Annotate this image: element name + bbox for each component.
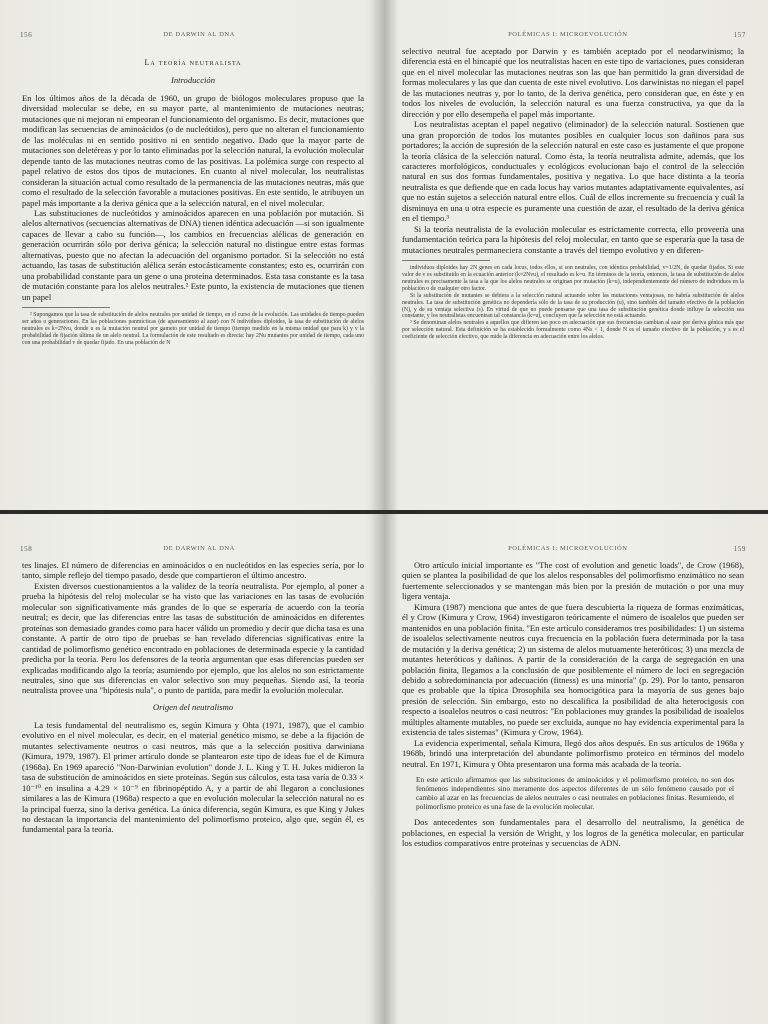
section-title: Origen del neutralismo bbox=[152, 701, 234, 712]
page-number: 158 bbox=[20, 545, 33, 553]
block-quote: En este artículo afirmamos que las substituciones de aminoácidos y el polimorfismo proteico, no son dos fenómenos independientes sino meramente dos aspectos diferentes de un sólo fenómeno causado por el cambio al azar en las frecuencias de alelos neutrales o casi neutrales en poblaciones finitas. Resumiendo, el polimorfismo proteico es una fase de la evolución molecular. bbox=[416, 775, 734, 812]
paragraph: Otro artículo inicial importante es "The cost of evolution and genetic loads", de Crow (1968), quien se plantea la posibilidad de que los alelos responsables del polimorfismo enzimático no sean fuertemente seleccionados y se mantengan más bien por la presión de mutación o por una muy ligera ventaja. bbox=[402, 560, 744, 602]
running-head-title: POLÉMICAS I: MICROEVOLUCIÓN bbox=[508, 31, 628, 38]
page-156 bbox=[0, 0, 384, 510]
running-header bbox=[20, 31, 366, 39]
paragraph: tes linajes. El número de diferencias en aminoácidos o en nucleótidos en las especies sería, por lo tanto, simple reflejo del tiempo pasado, desde que compartieron el último ancestro. bbox=[22, 560, 364, 581]
top-spread bbox=[0, 0, 768, 510]
paragraph: Existen diversos cuestionamientos a la validez de la teoría neutralista. Por ejemplo, al poner a prueba la hipótesis del reloj molecular se ha visto que las variaciones en las tasas de evolución molecular son significativamente más grandes de lo que se esperaría de acuerdo con la teoría neutral; es decir, que las diferencias entre las tasas de substitución de aminoácidos en diferentes proteínas son demasiado grandes como para hacer válido un promedio y decir que dicha tasa es una constante. A partir de otro tipo de pruebas se han revelado diferencias significativas entre la cantidad de polimorfismo genético encontrado en poblaciones de determinada especie y la cantidad predicha por la teoría. Pero los defensores de la teoría argumentan que esas diferencias pueden ser explicadas modificando algo la teoría; asumiendo por ejemplo, que los alelos no son estrictamente neutrales, sino que sus diferencias en valor selectivo son muy pequeñas. Siendo así, la teoría neutralista provee una "hipótesis nula", o punto de partida, para medir la evolución molecular. bbox=[22, 580, 364, 696]
paragraph: selectivo neutral fue aceptado por Darwin y es también aceptado por el neodarwinismo; la diferencia está en el hincapié que los neutralistas hacen en este tipo de variaciones, pues consideran que en el nivel molecular las mutaciones neutras son las que han permitido la gran diversidad de formas moleculares y las que dan cuenta de este nivel evolutivo. Los darwinistas no niegan el papel de las mutaciones neutras y, por lo tanto, de la deriva genética, pero consideran que, en éste y en todos los niveles de evolución, la selección natural es una fuerza constructiva, ya que da la dirección y por ello desempeña el papel más importante. bbox=[402, 46, 744, 119]
running-header bbox=[402, 545, 746, 553]
footnote: Si la substitución de mutantes se debiera a la selección natural actuando sobre las mutaciones ventajosas, no habría substitución de alelos neutrales. La tasa de substitución genética no dependería sólo de la tasa de su producción (u), sino también del tamaño efectivo de la población (N), y de su ventaja selectiva (s). En virtud de que no puede pensarse que una tasa de substitución genética donde influye la selección sea constante, y los neutralistas encuentran tal constancia (k=u), concluyen que la selección no está actuando. bbox=[402, 292, 744, 320]
page-158 bbox=[0, 514, 384, 1024]
footnote: ³ Se denominan alelos neutrales a aquellos que difieren tan poco en adecuación que sus frecuencias cambian al azar por deriva génica más que por selección natural. Esta definición se ha establecido formalmente como 4Ns < 1, donde N es el tamaño efectivo de la población, y s es el coeficiente de selección efectivo, que mide la diferencia en adecuación entre los alelos. bbox=[402, 320, 744, 341]
chapter-title: La teoría neutralista bbox=[144, 58, 242, 67]
running-head-title: DE DARWIN AL DNA bbox=[163, 545, 235, 552]
page-157 bbox=[384, 0, 768, 510]
paragraph: Kimura (1987) menciona que antes de que fuera descubierta la riqueza de formas enzimáticas, él y Crow (Kimura y Crow, 1964) investigaron teóricamente el número de isoalelos que pueden ser mantenidos en una población finita. "En este artículo consideramos tres posibilidades: 1) un sistema de isoalelos selectivamente neutros cuya frecuencia en la población fuera determinada por la tasa de mutación y la deriva genética; 2) un sistema de alelos mutuamente heteróticos; 3) una mezcla de mutantes heteróticos y dañinos. A partir de la consideración de la carga de segregación en una población finita, llegamos a la conclusión de que posiblemente el número de loci en segregación debido a sobredominancia por adecuación (fitness) es una minoría" (p. 29). Por lo tanto, pensaron que es probable que la típica Drosophila sea homocigótica para la mayoría de sus genes bajo presión de selección. Sin embargo, esto no descalifica la posibilidad de alta heterocigosis con respecto a isoalelos neutros o casi neutros: "En poblaciones muy grandes la posibilidad de isoalelos múltiples altamente mutables, no puede ser excluida, aunque no hay evidencia experimental para la existencia de tales sistemas" (Kimura y Crow, 1964). bbox=[402, 601, 744, 738]
paragraph: Dos antecedentes son fundamentales para el desarrollo del neutralismo, la genética de poblaciones, en especial la versión de Wright, y los logros de la genética molecular, en particular los estudios comparativos entre proteínas y secuencias de ADN. bbox=[402, 817, 744, 848]
footnote-rule bbox=[22, 307, 110, 308]
section-title: Introducción bbox=[170, 75, 216, 85]
paragraph: Las substituciones de nucleótidos y aminoácidos aparecen en una población por mutación. Si alelos alternativos (secuencias alternativas de DNA) tienen idéntica adecuación —si son igualmente capaces de llevar a cabo su función—, los cambios en frecuencias alélicas de generación en generación ocurrirán sólo por deriva génica; la selección natural no distingue entre estas formas alternativas, puesto que no afectan la adecuación del organismo portador. Si la selección no está actuando, las tasas de substitución alélica serán estocásticamente constantes; esto es, ocurrirán con una probabilidad constante para un gene o una proteína determinados. Esta tasa constante es la tasa de mutación constante para los alelos neutrales.² Este punto, la existencia de mutaciones que tienen un papel bbox=[22, 207, 364, 302]
paragraph: La evidencia experimental, señala Kimura, llegó dos años después. En sus artículos de 1968a y 1968b, brindó una interpretación del abundante polimorfismo proteico en términos del modelo neutral. En 1971, Kimura y Ohta presentaron una forma más acabada de la teoría. bbox=[402, 737, 744, 769]
page-body bbox=[22, 46, 364, 347]
page-body bbox=[22, 560, 364, 835]
footnote-rule bbox=[402, 260, 490, 261]
paragraph: La tesis fundamental del neutralismo es, según Kimura y Ohta (1971, 1987), que el cambio evolutivo en el nivel molecular, es decir, en el material genético mismo, se debe a la fijación de mutantes selectivamente neutros o casi neutros, más que a la selección positiva darwiniana (Kimura, 1979, 1987). El primer artículo donde se plantearon este tipo de ideas fue el de Kimura (1968a). En 1969 apareció "Non-Darwinian evolution" donde J. L. King y T. H. Jukes midieron la tasa de substitución de aminoácidos en siete proteínas. Según sus cálculos, esta tasa varía de 0.33 × 10⁻¹⁰ en insulina a 4.29 × 10⁻⁹ en fibrinopéptido A, y a partir de ahí llegaron a conclusiones similares a las de Kimura (1968a) respecto a que en evolución molecular la selección natural no es la principal fuerza, sino la deriva genética. La única diferencia, según Kimura, es que King y Jukes no destacan la importancia del mantenimiento del polimorfismo proteico, algo que, según él, es fundamental para la teoría. bbox=[22, 719, 364, 835]
bottom-spread bbox=[0, 514, 768, 1024]
footnote: individuos diploides hay 2N genes en cada locus, todos ellos, si son neutrales, con idéntica probabilidad, v=1/2N, de quedar fijados. Si este valor de v es substituido en la ecuación anterior (k=2Nvu), el resultado es k=u. En términos de la teoría, entonces, la tasa de substitución de alelos neutrales es precisamente la tasa a la que los alelos neutrales se originan por mutación (k=u), independientemente del número de individuos en la población o de cualquier otro factor. bbox=[402, 265, 744, 292]
paragraph: Los neutralistas aceptan el papel negativo (eliminador) de la selección natural. Sostienen que una gran proporción de todos los mutantes posibles en cualquier locus son dañinos para sus portadores; la acción de supresión de la selección natural en este caso es justamente el que propone la teoría clásica de la selección natural. Como ésta, la teoría neutralista admite, además, que los caracteres morfológicos, conductuales y ecológicos evolucionan bajo el control de la selección natural en sus dos formas fundamentales, positiva y negativa. Lo que hace distinta a la teoría neutralista es que defiende que en cada locus hay varios mutantes adaptativamente equivalentes, así que no están sujetos a selección natural entre ellos. Cuál de ellos incremente su frecuencia y cuál la disminuya en una u otra especie es puramente una cuestión de azar, el resultado de la deriva génica en el tiempo.³ bbox=[402, 119, 744, 224]
page-number: 159 bbox=[733, 545, 746, 553]
running-head-title: DE DARWIN AL DNA bbox=[163, 31, 235, 38]
page-159 bbox=[384, 514, 768, 1024]
page-number: 156 bbox=[20, 31, 33, 39]
paragraph: Si la teoría neutralista de la evolución molecular es estrictamente correcta, ello proveería una fundamentación teórica para la hipótesis del reloj molecular, en tanto que se esperaría que la tasa de mutaciones neutrales permaneciera constante a través del tiempo evolutivo y en diferen- bbox=[402, 223, 744, 255]
running-head-title: POLÉMICAS I: MICROEVOLUCIÓN bbox=[508, 545, 628, 552]
page-body bbox=[402, 46, 744, 341]
footnote: ² Supongamos que la tasa de substitución de alelos neutrales por unidad de tiempo, en el curso de la evolución. Las unidades de tiempo pueden ser años o generaciones. En las poblaciones panmícticas (de apareamiento al azar) con N individuos diploides, la tasa de substitución de alelos neutrales es k=2Nvu, donde u es la mutación neutral por gameto por unidad de tiempo (tiempo medido en la misma unidad que para k) y v la probabilidad de fijación última de un alelo neutral. La formulación de este resultado es directa: hay 2Nu mutantes por unidad de tiempo, cada uno con una probabilidad v de quedar fijado. En una población de N bbox=[22, 312, 364, 346]
paragraph: En los últimos años de la década de 1960, un grupo de biólogos moleculares propuso que la diversidad molecular se debe, en su mayor parte, al mantenimiento de mutaciones neutras; mutaciones que ni mejoran ni empeoran el funcionamiento del organismo. Es decir, mutaciones que modifican las secuencias de aminoácidos (o de nucleótidos), pero que no alteran el funcionamiento de las moléculas ni en sentido positivo ni en sentido negativo. Dado que la mayor parte de mutaciones son deletéreas y por lo tanto eliminadas por la selección natural, la evolución molecular depende tanto de las mutaciones neutras como de las positivas. La polémica surge con respecto al papel relativo de estos dos tipos de mutaciones. En cuanto al nivel molecular, los neutralistas consideran la situación actual como resultado de la permanencia de las mutaciones neutras, más que como el resultado de la selección favorable a mutaciones positivas. En este sentido, le atribuyen un papel más importante a la deriva génica que a la selección natural, en el nivel molecular. bbox=[22, 93, 364, 208]
running-header bbox=[402, 31, 746, 39]
page-body bbox=[402, 560, 744, 848]
page-number: 157 bbox=[733, 31, 746, 39]
running-header bbox=[20, 545, 366, 553]
